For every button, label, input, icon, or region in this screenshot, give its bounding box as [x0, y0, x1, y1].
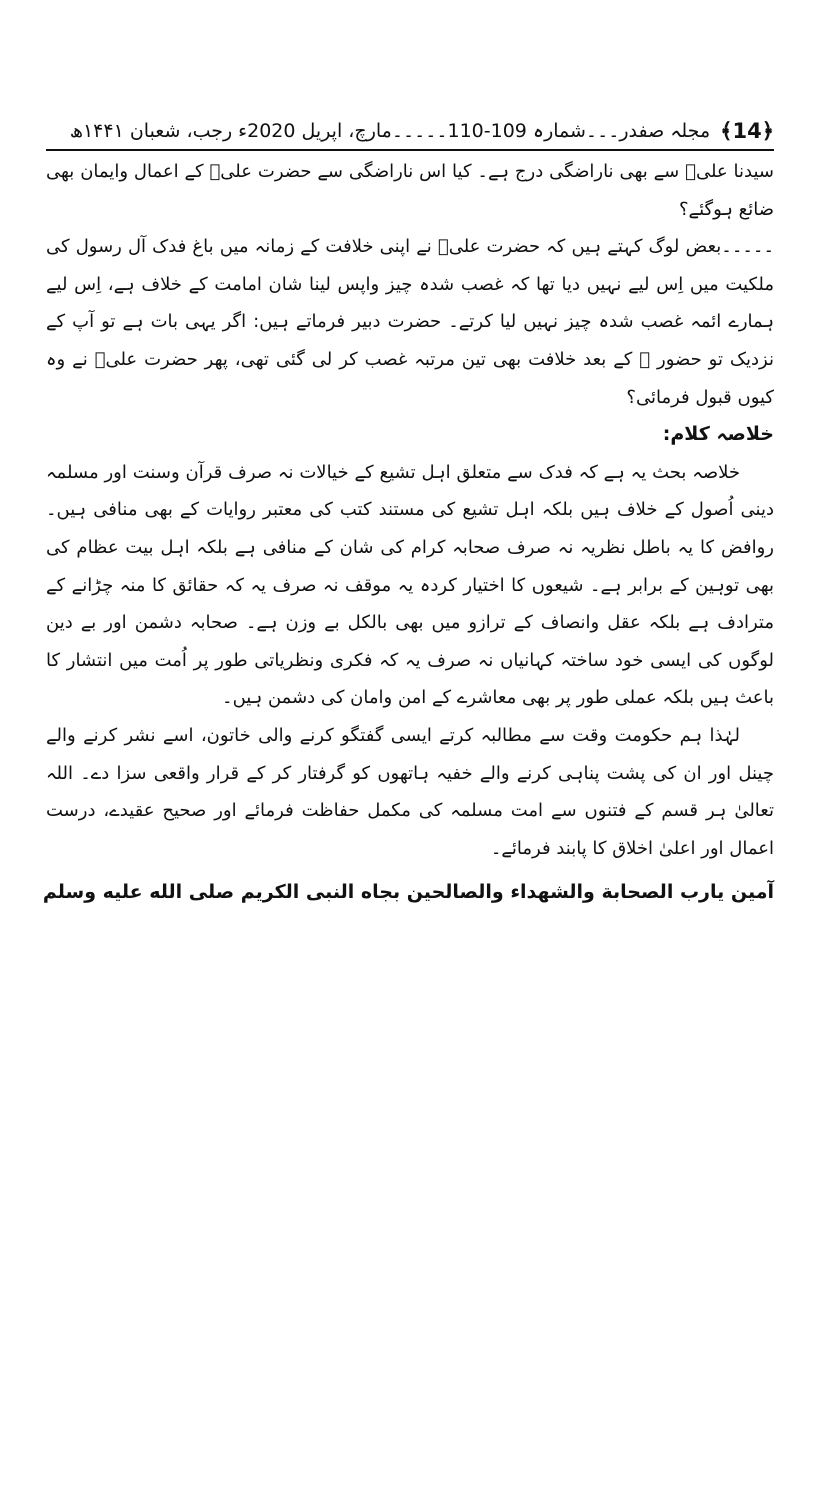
- summary-paragraph: لہٰذا ہم حکومت وقت سے مطالبہ کرتے ایسی گفتگو کرنے والی خاتون، اسے نشر کرنے والے چینل اور ان کی پشت پناہی کرنے والے خفیہ ہاتھوں کو گرفتار کر کے قرار واقعی سزا دے۔ اللہ تعالیٰ ہر قسم کے فتنوں سے امت مسلمہ کی مکمل حفاظت فرمائے اور صحیح عقیدے، درست اعمال اور اعلیٰ اخلاق کا پابند فرمائے۔: [46, 724, 774, 859]
- page-header: [46, 114, 774, 148]
- page-number: ﴿14﴾: [720, 119, 774, 143]
- paragraph: سیدنا علیؓ سے بھی ناراضگی درج ہے۔ کیا اس ناراضگی سے حضرت علیؓ کے اعمال وایمان بھی ضائع ہوگئے؟: [46, 161, 774, 220]
- article-body: [46, 153, 774, 867]
- section-heading: خلاصہ کلام:: [662, 423, 774, 446]
- summary-paragraph: خلاصہ بحث یہ ہے کہ فدک سے متعلق اہل تشیع کے خیالات نہ صرف قرآن وسنت اور مسلمہ دینی اُصول کے خلاف ہیں بلکہ اہل تشیع کی مستند کتب کی معتبر روایات کے بھی منافی ہیں۔ روافض کا یہ باطل نظریہ نہ صرف صحابہ کرام کی شان کے منافی ہے بلکہ اہل بیت عظام کی بھی توہین کے برابر ہے۔ شیعوں کا اختیار کردہ یہ موقف نہ صرف یہ کہ حقائق کا منہ چڑانے کے مترادف ہے بلکہ عقل وانصاف کے ترازو میں بھی بالکل بے وزن ہے۔ صحابہ دشمن اور بے دین لوگوں کی ایسی خود ساختہ کہانیاں نہ صرف یہ کہ فکری ونظریاتی طور پر اُمت میں انتشار کا باعث ہیں بلکہ عملی طور پر بھی معاشرے کے امن وامان کی دشمن ہیں۔: [46, 461, 774, 709]
- closing-prayer: آمین یارب الصحابة والشهداء والصالحين بجاه النبی الکريم صلى الله عليه وسلم: [42, 881, 774, 903]
- paragraph: ۔۔۔۔۔بعض لوگ کہتے ہیں کہ حضرت علیؓ نے اپنی خلافت کے زمانہ میں باغ فدک آل رسول کی ملکیت میں اِس لیے نہیں دیا تھا کہ غصب شدہ چیز واپس لینا شان امامت کے خلاف ہے، اِس لیے ہمارے ائمہ غصب شدہ چیز نہیں لیا کرتے۔ حضرت دبیر فرماتے ہیں: اگر یہی بات ہے تو آپ کے نزدیک تو حضور ﷺ کے بعد خلافت بھی تین مرتبہ غصب کر لی گئی تھی، پھر حضرت علیؓ نے وہ کیوں قبول فرمائی؟: [46, 236, 774, 408]
- header-divider: [46, 149, 774, 151]
- journal-issue-title: مجلہ صفدر۔۔۔شمارہ 109-110۔۔۔۔۔مارچ، اپریل 2020ء رجب، شعبان ۱۴۴۱ھ: [69, 120, 711, 142]
